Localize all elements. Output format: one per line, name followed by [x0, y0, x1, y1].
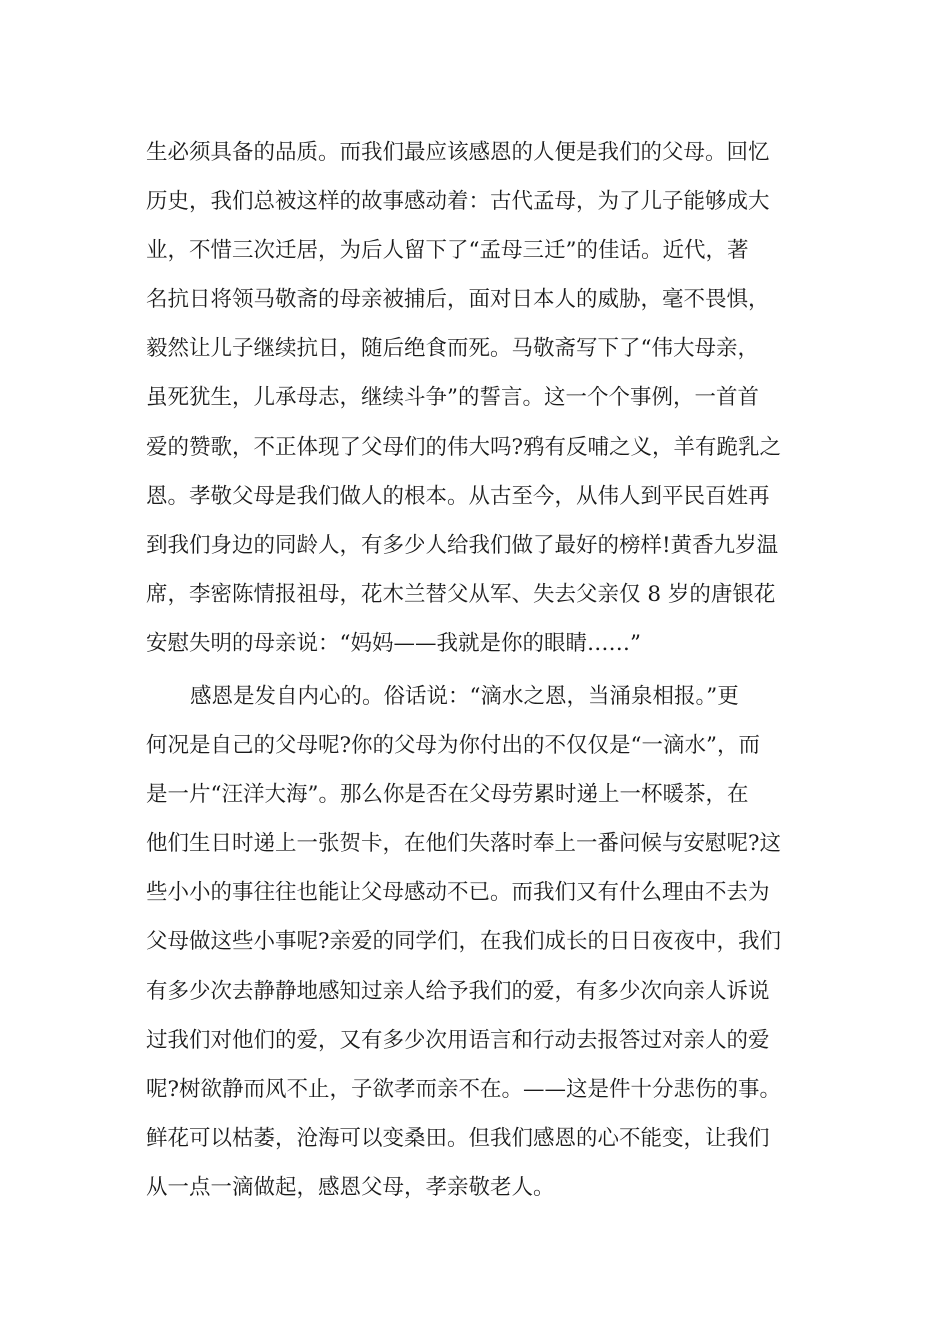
paragraph-line: 安慰失明的母亲说：“妈妈——我就是你的眼睛……” [146, 630, 641, 656]
paragraph-line: 毅然让儿子继续抗日，随后绝食而死。马敬斋写下了“伟大母亲， [146, 336, 759, 362]
paragraph-line: 些小小的事往往也能让父母感动不已。而我们又有什么理由不去为 [146, 880, 770, 906]
paragraph-line: 名抗日将领马敬斋的母亲被捕后，面对日本人的威胁，毫不畏惧， [146, 287, 770, 313]
paragraph-1 [146, 128, 826, 668]
paragraph-line: 到我们身边的同龄人，有多少人给我们做了最好的榜样!黄香九岁温 [146, 532, 779, 558]
paragraph-line: 生必须具备的品质。而我们最应该感恩的人便是我们的父母。回忆 [146, 140, 770, 165]
paragraph-line: 鲜花可以枯萎，沧海可以变桑田。但我们感恩的心不能变，让我们 [146, 1125, 770, 1151]
paragraph-line: 从一点一滴做起，感恩父母，孝亲敬老人。 [146, 1174, 555, 1200]
paragraph-line: 过我们对他们的爱，又有多少次用语言和行动去报答过对亲人的爱 [146, 1027, 770, 1053]
paragraph-line: 爱的赞歌，不正体现了父母们的伟大吗?鸦有反哺之义，羊有跪乳之 [146, 434, 782, 460]
paragraph-line: 虽死犹生，儿承母志，继续斗争”的誓言。这一个个事例，一首首 [146, 385, 759, 411]
paragraph-2 [146, 672, 826, 1212]
paragraph-line: 父母做这些小事呢?亲爱的同学们，在我们成长的日日夜夜中，我们 [146, 929, 782, 955]
paragraph-line: 席，李密陈情报祖母，花木兰替父从军、失去父亲仅 8 岁的唐银花 [146, 581, 776, 607]
paragraph-line: 有多少次去静静地感知过亲人给予我们的爱，有多少次向亲人诉说 [146, 978, 770, 1004]
paragraph-line: 他们生日时递上一张贺卡，在他们失落时奉上一番问候与安慰呢?这 [146, 831, 782, 857]
paragraph-line: 恩。孝敬父母是我们做人的根本。从古至今，从伟人到平民百姓再 [146, 483, 770, 509]
paragraph-line: 业，不惜三次迁居，为后人留下了“孟母三迁”的佳话。近代，著 [146, 238, 749, 264]
paragraph-line: 何况是自己的父母呢?你的父母为你付出的不仅仅是“一滴水”，而 [146, 733, 761, 759]
paragraph-line: 历史，我们总被这样的故事感动着：古代孟母，为了儿子能够成大 [146, 189, 770, 215]
paragraph-line: 呢?树欲静而风不止，子欲孝而亲不在。——这是件十分悲伤的事。 [146, 1076, 782, 1102]
paragraph-line: 是一片“汪洋大海”。那么你是否在父母劳累时递上一杯暖茶，在 [146, 782, 749, 808]
paragraph-line: 感恩是发自内心的。俗话说：“滴水之恩，当涌泉相报。”更 [190, 684, 739, 709]
